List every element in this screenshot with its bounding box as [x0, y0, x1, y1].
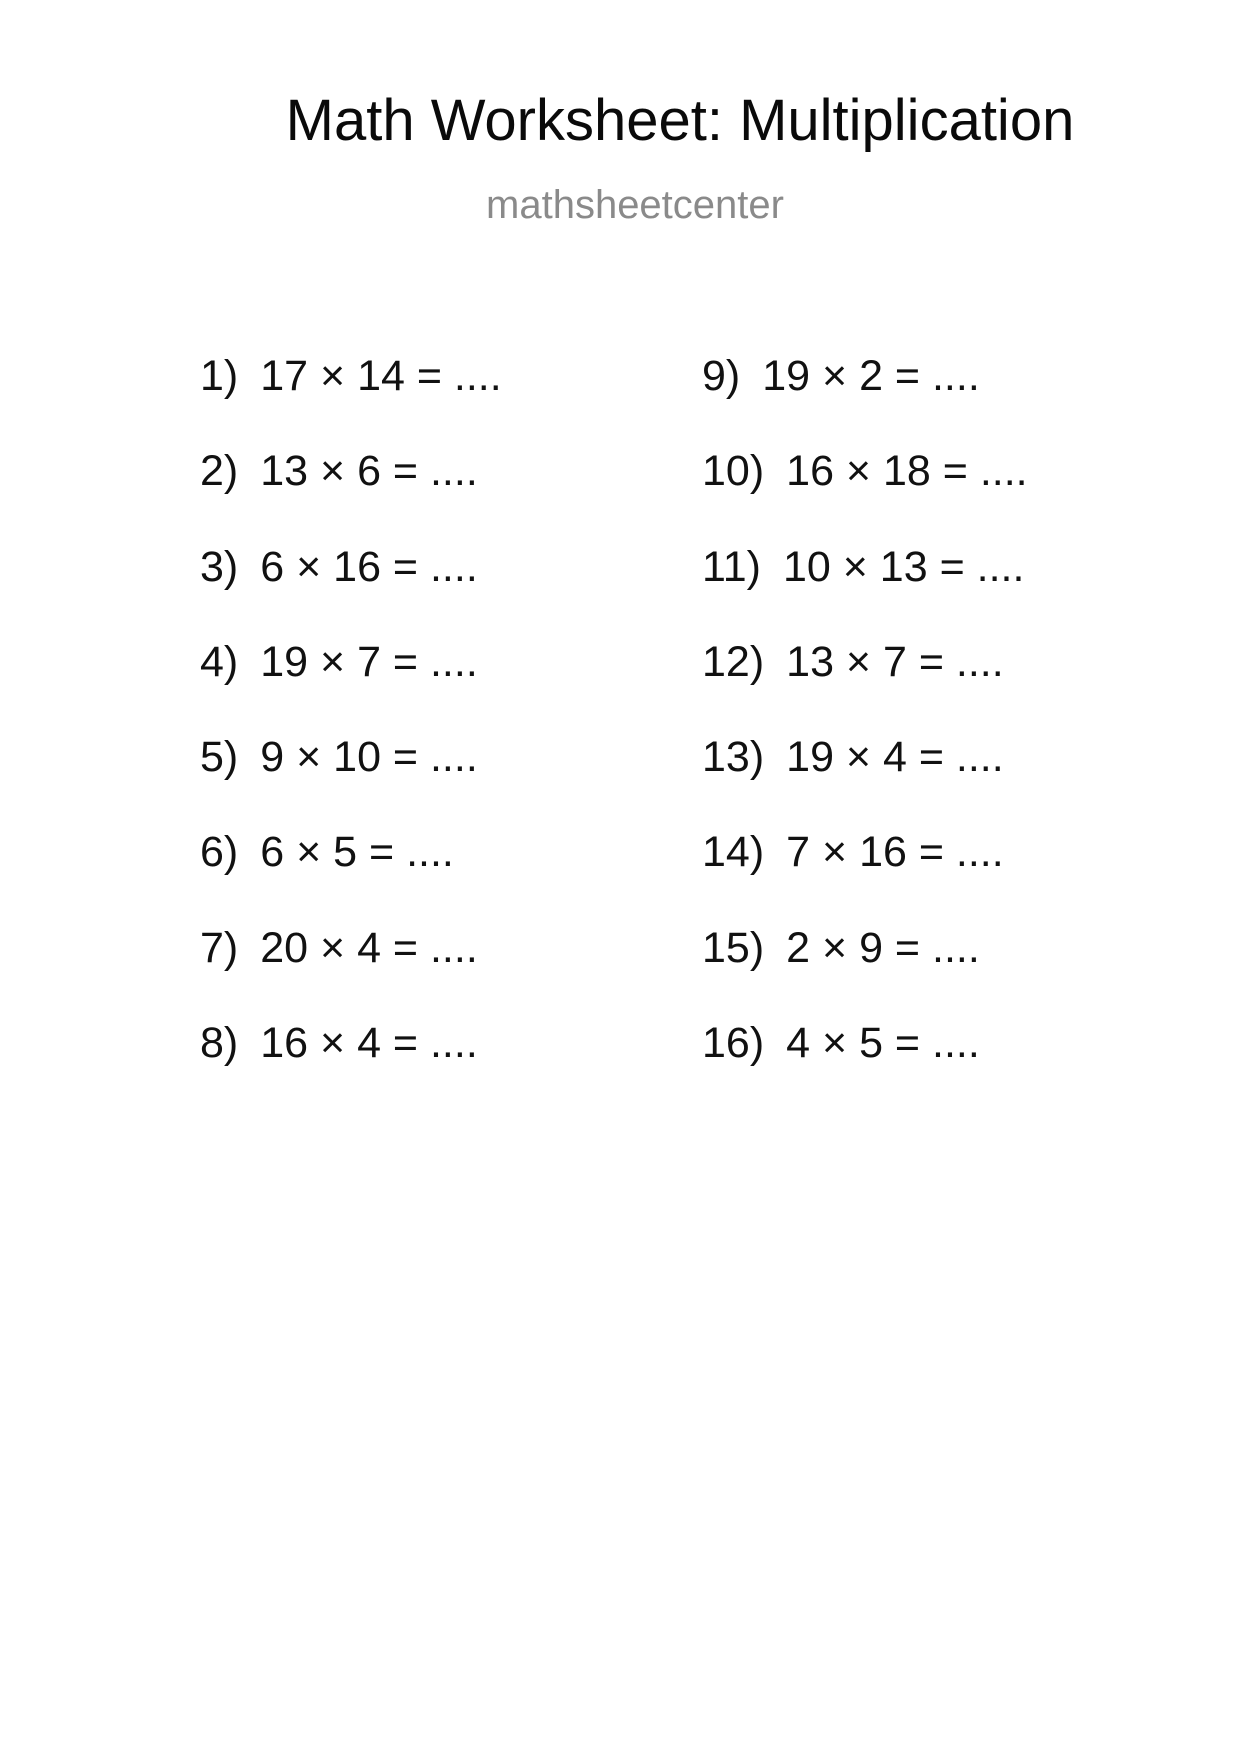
problem-item — [702, 543, 1028, 638]
problem-number: 13) — [702, 733, 765, 782]
problem-item — [200, 828, 502, 923]
problem-expression: 2 × 9 = .... — [786, 923, 980, 972]
problem-item — [702, 733, 1028, 828]
worksheet-source: mathsheetcenter — [486, 183, 784, 227]
problem-number: 10) — [702, 447, 765, 496]
problem-number: 12) — [702, 637, 765, 686]
problem-number: 4) — [200, 637, 239, 686]
problem-item — [702, 352, 1028, 447]
problem-expression: 10 × 13 = .... — [782, 542, 1025, 591]
problem-expression: 4 × 5 = .... — [786, 1019, 980, 1068]
worksheet-title: Math Worksheet: Multiplication — [285, 88, 1075, 153]
problem-item — [200, 543, 502, 638]
problem-expression: 16 × 4 = .... — [260, 1019, 478, 1068]
problem-item — [200, 1019, 502, 1114]
problem-expression: 16 × 18 = .... — [786, 447, 1028, 496]
problem-item — [702, 638, 1028, 733]
problem-number: 7) — [200, 923, 239, 972]
problem-column-right — [702, 352, 1028, 1114]
problem-item — [702, 828, 1028, 923]
problem-expression: 6 × 5 = .... — [260, 828, 454, 877]
problem-number: 16) — [702, 1019, 765, 1068]
problem-number: 15) — [702, 923, 765, 972]
problem-expression: 7 × 16 = .... — [786, 828, 1004, 877]
problem-expression: 6 × 16 = .... — [260, 542, 478, 591]
problem-item — [702, 924, 1028, 1019]
problem-item — [702, 1019, 1028, 1114]
problem-number: 9) — [702, 352, 741, 400]
problem-item — [200, 924, 502, 1019]
problem-number: 2) — [200, 447, 239, 496]
problem-expression: 19 × 4 = .... — [786, 733, 1004, 782]
problem-number: 14) — [702, 828, 765, 877]
problem-item — [200, 733, 502, 828]
problem-number: 11) — [702, 542, 761, 591]
problem-expression: 19 × 2 = .... — [762, 352, 980, 400]
problem-item — [200, 352, 502, 447]
problem-number: 5) — [200, 733, 239, 782]
problem-expression: 9 × 10 = .... — [260, 733, 478, 782]
problem-expression: 17 × 14 = .... — [260, 352, 502, 400]
problem-item — [200, 638, 502, 733]
problem-number: 3) — [200, 542, 239, 591]
problem-number: 6) — [200, 828, 239, 877]
problem-expression: 19 × 7 = .... — [260, 637, 478, 686]
problem-column-left — [200, 352, 502, 1114]
problem-item — [200, 447, 502, 542]
problem-number: 1) — [200, 352, 239, 400]
problem-expression: 13 × 6 = .... — [260, 447, 478, 496]
problem-expression: 20 × 4 = .... — [260, 923, 478, 972]
problem-expression: 13 × 7 = .... — [786, 637, 1004, 686]
problem-item — [702, 447, 1028, 542]
problem-number: 8) — [200, 1019, 239, 1068]
